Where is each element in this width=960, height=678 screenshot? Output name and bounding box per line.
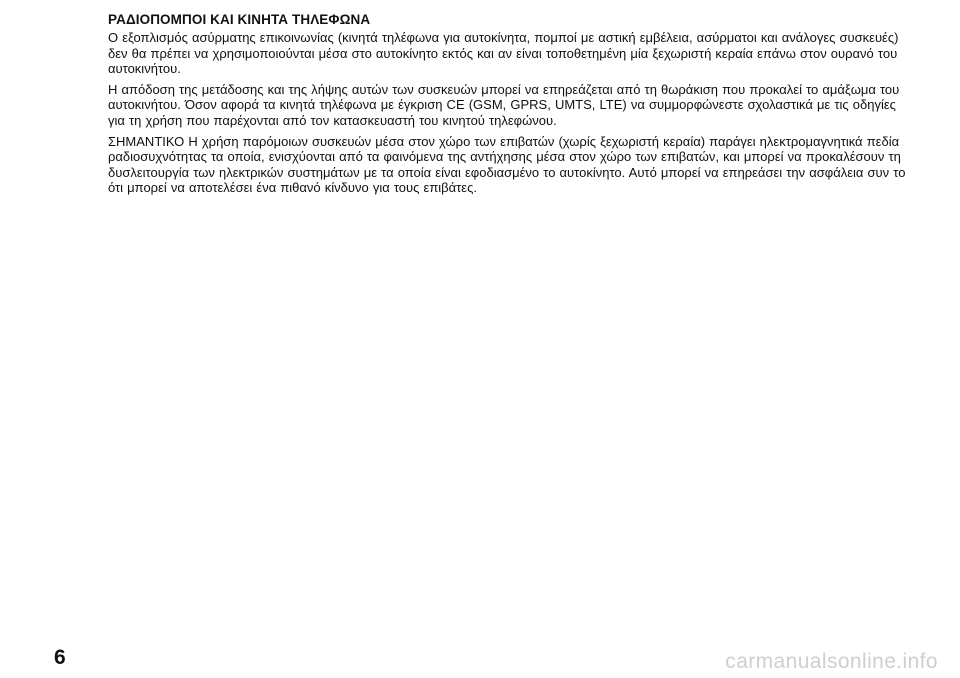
- paragraph-important-warning: ΣΗΜΑΝΤΙΚΟ Η χρήση παρόμοιων συσκευών μέσα στον χώρο των επιβατών (χωρίς ξεχωριστή κεραία) παράγει ηλεκτρομαγνητικά πεδία ραδιοσυχνότητας τα οποία, ενισχύονται από τα φαινόμενα της αντήχησης μέσα στον χώρο των επιβατών, και μπορεί να προκαλέσουν τη δυσλειτουργία των ηλεκτρικών συστημάτων με τα οποία είναι εφοδιασμένο το αυτοκίνητο. Αυτό μπορεί να επηρεάσει την ασφάλεια συν το ότι μπορεί να αποτελέσει ένα πιθανό κίνδυνο για τους επιβάτες.: [108, 133, 906, 196]
- section-heading: ΡΑΔΙΟΠΟΜΠΟΙ ΚΑΙ ΚΙΝΗΤΑ ΤΗΛΕΦΩΝΑ: [108, 12, 371, 27]
- manual-section: [108, 12, 908, 201]
- page-number: 6: [54, 646, 66, 669]
- watermark-text: carmanualsonline.info: [725, 650, 938, 673]
- paragraph-signal-performance: Η απόδοση της μετάδοσης και της λήψης αυτών των συσκευών μπορεί να επηρεάζεται από τη θωράκιση που προκαλεί το αμάξωμα του αυτοκινήτου. Όσον αφορά τα κινητά τηλέφωνα με έγκριση CE (GSM, GPRS, UMTS, LTE) να συμμορφώνεστε σχολαστικά με τις οδηγίες για τη χρήση που παρέχονται από τον κατασκευαστή του κινητού τηλεφώνου.: [108, 81, 900, 128]
- paragraph-wireless-equipment: Ο εξοπλισμός ασύρματης επικοινωνίας (κινητά τηλέφωνα για αυτοκίνητα, πομποί με αστική εμβέλεια, ασύρματοι και ανάλογες συσκευές) δεν θα πρέπει να χρησιμοποιούνται μέσα στο αυτοκίνητο εκτός και αν είναι τοποθετημένη μία ξεχωριστή κεραία επάνω στον ουρανό του αυτοκινήτου.: [108, 30, 899, 77]
